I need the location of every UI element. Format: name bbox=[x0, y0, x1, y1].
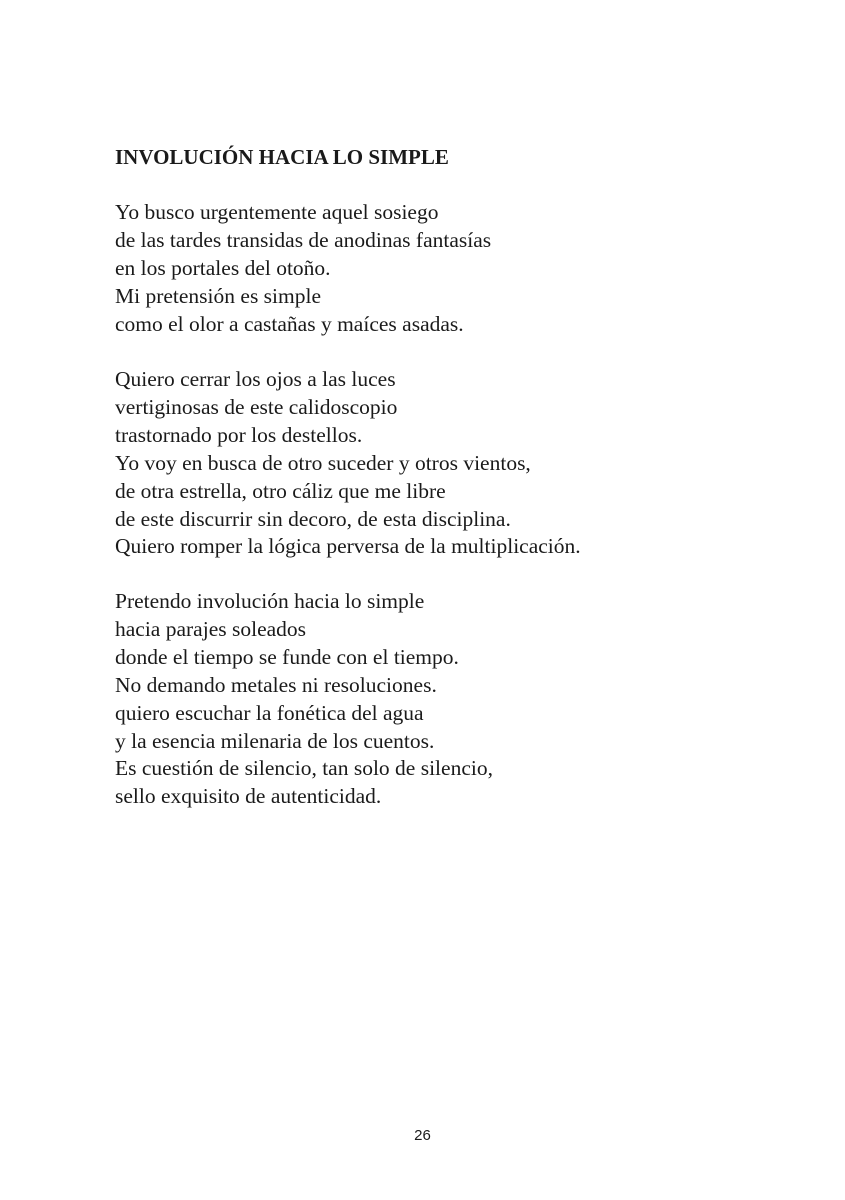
poem-line: Quiero cerrar los ojos a las luces bbox=[115, 367, 396, 391]
poem-line: de las tardes transidas de anodinas fantasías bbox=[115, 227, 492, 252]
poem-title: INVOLUCIÓN HACIA LO SIMPLE bbox=[115, 145, 449, 169]
poem-line: de otra estrella, otro cáliz que me libre bbox=[115, 478, 446, 503]
poem-line: Es cuestión de silencio, tan solo de silencio, bbox=[115, 756, 493, 781]
poem-line: sello exquisito de autenticidad. bbox=[115, 784, 382, 809]
poem-line: hacia parajes soleados bbox=[115, 616, 307, 641]
poem-line: No demando metales ni resoluciones. bbox=[115, 672, 437, 697]
stanza-1 bbox=[115, 199, 491, 339]
poem-line: Yo busco urgentemente aquel sosiego bbox=[115, 200, 439, 224]
poem-line: quiero escuchar la fonética del agua bbox=[115, 700, 424, 725]
poem-line: vertiginosas de este calidoscopio bbox=[115, 394, 398, 419]
poem-line: Quiero romper la lógica perversa de la multiplicación. bbox=[115, 534, 581, 559]
page-number: 26 bbox=[414, 1127, 431, 1144]
poem-line: donde el tiempo se funde con el tiempo. bbox=[115, 644, 459, 669]
poem-line: de este discurrir sin decoro, de esta disciplina. bbox=[115, 506, 511, 531]
stanza-2 bbox=[115, 366, 581, 561]
poem-line: trastornado por los destellos. bbox=[115, 422, 363, 447]
poem-line: Pretendo involución hacia lo simple bbox=[115, 589, 425, 613]
poem-line: como el olor a castañas y maíces asadas. bbox=[115, 311, 464, 336]
poem-line: Mi pretensión es simple bbox=[115, 283, 322, 308]
poem-line: en los portales del otoño. bbox=[115, 255, 331, 280]
poem-line: y la esencia milenaria de los cuentos. bbox=[115, 728, 435, 753]
poem-line: Yo voy en busca de otro suceder y otros vientos, bbox=[115, 450, 531, 475]
stanza-3 bbox=[115, 588, 493, 811]
